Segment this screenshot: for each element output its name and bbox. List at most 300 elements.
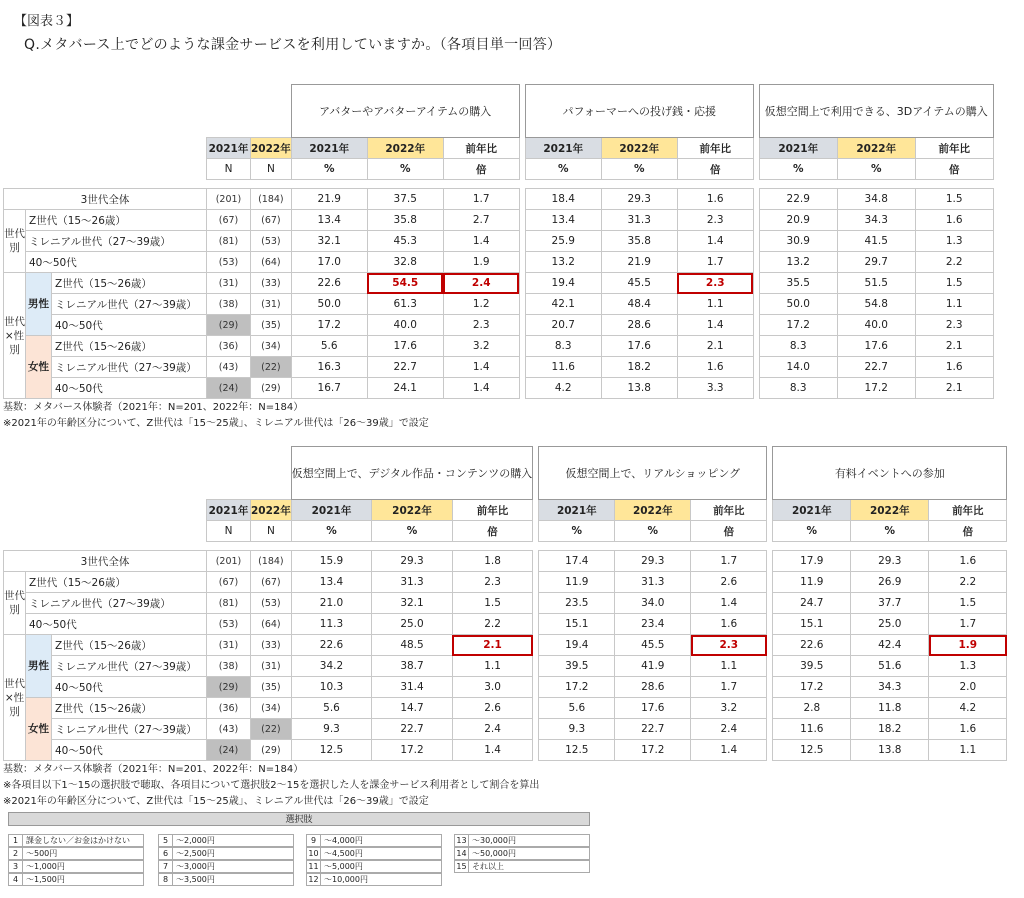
legend-item <box>8 873 144 886</box>
choices-legend <box>8 812 590 892</box>
value-cell: 1.4 <box>443 231 519 252</box>
legend-item <box>158 873 294 886</box>
year-2022-header: 2022年 <box>367 138 443 159</box>
year-2021-header: 2021年 <box>291 500 372 521</box>
value-cell: 1.9 <box>929 635 1007 656</box>
row-label: ミレニアル世代（27〜39歳） <box>52 656 207 677</box>
value-cell: 1.1 <box>915 294 993 315</box>
value-cell: 2.1 <box>915 378 993 399</box>
value-cell: 2.4 <box>452 719 533 740</box>
unit-n: N <box>251 159 292 180</box>
row-label: Z世代（15〜26歳） <box>52 698 207 719</box>
legend-number: 10 <box>306 847 320 860</box>
value-cell: 2.1 <box>915 336 993 357</box>
ratio-header: 前年比 <box>929 500 1007 521</box>
value-cell: 41.5 <box>837 231 915 252</box>
unit-times: 倍 <box>677 159 753 180</box>
legend-label: 〜5,000円 <box>320 860 442 873</box>
value-cell: 42.1 <box>525 294 601 315</box>
row-label: 40〜50代 <box>52 315 207 336</box>
value-cell: 2.3 <box>915 315 993 336</box>
n-2021: (29) <box>207 677 251 698</box>
value-cell: 17.6 <box>367 336 443 357</box>
value-cell: 1.6 <box>929 551 1007 572</box>
legend-number: 14 <box>454 847 468 860</box>
value-cell: 3.2 <box>443 336 519 357</box>
n-2022: (22) <box>251 719 292 740</box>
legend-number: 4 <box>8 873 22 886</box>
value-cell: 2.2 <box>915 252 993 273</box>
row-label: ミレニアル世代（27〜39歳） <box>26 231 207 252</box>
value-cell: 40.0 <box>367 315 443 336</box>
n-2021: (67) <box>207 210 251 231</box>
item-title: 仮想空間上で、リアルショッピング <box>539 447 767 500</box>
legend-item <box>306 873 442 886</box>
value-cell: 22.7 <box>837 357 915 378</box>
value-cell: 14.7 <box>372 698 453 719</box>
n-2022: (64) <box>251 252 292 273</box>
year-2022-header: 2022年 <box>372 500 453 521</box>
legend-title: 選択肢 <box>8 812 590 826</box>
n-2022: (184) <box>251 189 292 210</box>
n-2022: (34) <box>251 698 292 719</box>
n-2021: (81) <box>207 231 251 252</box>
n-2022: (29) <box>251 378 292 399</box>
value-cell: 16.3 <box>291 357 367 378</box>
n-2021: (36) <box>207 698 251 719</box>
value-cell: 32.1 <box>291 231 367 252</box>
value-cell: 3.2 <box>691 698 767 719</box>
n-2022: (22) <box>251 357 292 378</box>
value-cell: 1.5 <box>452 593 533 614</box>
value-cell: 34.0 <box>615 593 691 614</box>
value-cell: 37.7 <box>851 593 929 614</box>
value-cell: 48.5 <box>372 635 453 656</box>
legend-label: 〜500円 <box>22 847 144 860</box>
unit-pct: % <box>615 521 691 542</box>
n-2022: (34) <box>251 336 292 357</box>
legend-label: それ以上 <box>468 860 590 873</box>
n-2022: (35) <box>251 315 292 336</box>
legend-column <box>158 834 294 886</box>
value-cell: 17.2 <box>372 740 453 761</box>
n-2022: (53) <box>251 593 292 614</box>
value-cell: 2.1 <box>677 336 753 357</box>
value-cell: 1.4 <box>691 593 767 614</box>
value-cell: 34.2 <box>291 656 372 677</box>
row-label: ミレニアル世代（27〜39歳） <box>52 294 207 315</box>
legend-column <box>8 834 144 886</box>
value-cell: 17.2 <box>759 315 837 336</box>
value-cell: 2.6 <box>452 698 533 719</box>
value-cell: 45.5 <box>615 635 691 656</box>
value-cell: 31.4 <box>372 677 453 698</box>
item-title: パフォーマーへの投げ銭・応援 <box>525 85 753 138</box>
value-cell: 1.6 <box>691 614 767 635</box>
value-cell: 3.3 <box>677 378 753 399</box>
value-cell: 23.4 <box>615 614 691 635</box>
legend-item <box>454 834 590 847</box>
value-cell: 1.8 <box>452 551 533 572</box>
value-cell: 1.7 <box>443 189 519 210</box>
value-cell: 21.9 <box>601 252 677 273</box>
row-label: 3世代全体 <box>4 189 207 210</box>
value-cell: 17.6 <box>837 336 915 357</box>
legend-number: 7 <box>158 860 172 873</box>
value-cell: 51.5 <box>837 273 915 294</box>
value-cell: 22.7 <box>615 719 691 740</box>
n-2021: (53) <box>207 614 251 635</box>
table-row <box>4 189 994 210</box>
legend-number: 5 <box>158 834 172 847</box>
value-cell: 1.5 <box>915 189 993 210</box>
table-row <box>4 740 1007 761</box>
ratio-header: 前年比 <box>691 500 767 521</box>
unit-times: 倍 <box>691 521 767 542</box>
legend-number: 8 <box>158 873 172 886</box>
value-cell: 2.1 <box>452 635 533 656</box>
row-label: 40〜50代 <box>26 614 207 635</box>
value-cell: 8.3 <box>525 336 601 357</box>
value-cell: 1.1 <box>691 656 767 677</box>
value-cell: 1.6 <box>677 189 753 210</box>
value-cell: 9.3 <box>291 719 372 740</box>
value-cell: 1.6 <box>915 210 993 231</box>
value-cell: 23.5 <box>539 593 615 614</box>
n-2021: (43) <box>207 719 251 740</box>
footnote: 基数：メタバース体験者（2021年：N=201、2022年：N=184） <box>3 402 304 413</box>
legend-label: 〜3,000円 <box>172 860 294 873</box>
n-2021-header: 2021年 <box>207 138 251 159</box>
legend-column <box>306 834 442 886</box>
unit-times: 倍 <box>915 159 993 180</box>
value-cell: 13.4 <box>291 210 367 231</box>
group-by-generation: 世代別 <box>4 572 26 635</box>
value-cell: 48.4 <box>601 294 677 315</box>
value-cell: 32.1 <box>372 593 453 614</box>
value-cell: 25.0 <box>372 614 453 635</box>
value-cell: 1.4 <box>443 357 519 378</box>
n-2021: (31) <box>207 273 251 294</box>
legend-item <box>8 847 144 860</box>
legend-label: 〜2,000円 <box>172 834 294 847</box>
question-text: Q.メタバース上でどのような課金サービスを利用していますか。（各項目単一回答） <box>24 37 562 53</box>
table-row <box>4 231 994 252</box>
value-cell: 11.6 <box>525 357 601 378</box>
value-cell: 9.3 <box>539 719 615 740</box>
value-cell: 1.7 <box>691 677 767 698</box>
value-cell: 11.3 <box>291 614 372 635</box>
footnote: ※2021年の年齢区分について、Z世代は「15〜25歳」、ミレニアル世代は「26〜39歳」で設定 <box>3 796 429 807</box>
value-cell: 1.1 <box>677 294 753 315</box>
value-cell: 22.6 <box>291 635 372 656</box>
n-2022: (53) <box>251 231 292 252</box>
legend-item <box>158 860 294 873</box>
unit-times: 倍 <box>929 521 1007 542</box>
row-label: 40〜50代 <box>52 677 207 698</box>
value-cell: 17.2 <box>615 740 691 761</box>
value-cell: 37.5 <box>367 189 443 210</box>
value-cell: 1.4 <box>677 315 753 336</box>
n-2022: (33) <box>251 273 292 294</box>
n-2021-header: 2021年 <box>207 500 251 521</box>
value-cell: 41.9 <box>615 656 691 677</box>
value-cell: 25.0 <box>851 614 929 635</box>
table-row <box>4 614 1007 635</box>
value-cell: 1.2 <box>443 294 519 315</box>
value-cell: 42.4 <box>851 635 929 656</box>
year-2021-header: 2021年 <box>539 500 615 521</box>
row-label: 3世代全体 <box>4 551 207 572</box>
value-cell: 17.2 <box>539 677 615 698</box>
group-male: 男性 <box>26 635 52 698</box>
value-cell: 1.3 <box>929 656 1007 677</box>
table-row <box>4 210 994 231</box>
item-title: 有料イベントへの参加 <box>773 447 1007 500</box>
unit-pct: % <box>525 159 601 180</box>
unit-pct: % <box>291 521 372 542</box>
value-cell: 17.0 <box>291 252 367 273</box>
row-label: ミレニアル世代（27〜39歳） <box>52 719 207 740</box>
legend-label: 〜50,000円 <box>468 847 590 860</box>
row-label: ミレニアル世代（27〜39歳） <box>52 357 207 378</box>
value-cell: 13.4 <box>291 572 372 593</box>
table-row <box>4 378 994 399</box>
item-title: 仮想空間上で、デジタル作品・コンテンツの購入 <box>291 447 533 500</box>
value-cell: 1.4 <box>691 740 767 761</box>
table-row <box>4 656 1007 677</box>
value-cell: 2.2 <box>929 572 1007 593</box>
value-cell: 22.7 <box>372 719 453 740</box>
value-cell: 15.1 <box>773 614 851 635</box>
value-cell: 30.9 <box>759 231 837 252</box>
legend-label: 〜3,500円 <box>172 873 294 886</box>
value-cell: 54.8 <box>837 294 915 315</box>
legend-label: 〜10,000円 <box>320 873 442 886</box>
year-2021-header: 2021年 <box>525 138 601 159</box>
value-cell: 2.3 <box>443 315 519 336</box>
footnote: 基数：メタバース体験者（2021年：N=201、2022年：N=184） <box>3 764 304 775</box>
n-2022: (64) <box>251 614 292 635</box>
value-cell: 13.2 <box>525 252 601 273</box>
n-2021: (24) <box>207 740 251 761</box>
value-cell: 1.6 <box>915 357 993 378</box>
value-cell: 22.7 <box>367 357 443 378</box>
n-2022-header: 2022年 <box>251 500 292 521</box>
value-cell: 21.9 <box>291 189 367 210</box>
value-cell: 19.4 <box>539 635 615 656</box>
table-row <box>4 294 994 315</box>
legend-label: 〜1,500円 <box>22 873 144 886</box>
value-cell: 50.0 <box>759 294 837 315</box>
value-cell: 31.3 <box>601 210 677 231</box>
n-2021: (38) <box>207 656 251 677</box>
year-2021-header: 2021年 <box>291 138 367 159</box>
value-cell: 18.4 <box>525 189 601 210</box>
value-cell: 31.3 <box>372 572 453 593</box>
value-cell: 20.7 <box>525 315 601 336</box>
unit-pct: % <box>601 159 677 180</box>
table-row <box>4 698 1007 719</box>
value-cell: 11.6 <box>773 719 851 740</box>
value-cell: 34.8 <box>837 189 915 210</box>
value-cell: 17.6 <box>615 698 691 719</box>
legend-number: 11 <box>306 860 320 873</box>
value-cell: 11.8 <box>851 698 929 719</box>
value-cell: 16.7 <box>291 378 367 399</box>
value-cell: 31.3 <box>615 572 691 593</box>
value-cell: 24.7 <box>773 593 851 614</box>
n-2022: (67) <box>251 210 292 231</box>
n-2022: (29) <box>251 740 292 761</box>
ratio-header: 前年比 <box>915 138 993 159</box>
unit-pct: % <box>773 521 851 542</box>
legend-number: 1 <box>8 834 22 847</box>
value-cell: 15.1 <box>539 614 615 635</box>
value-cell: 22.6 <box>291 273 367 294</box>
legend-item <box>306 847 442 860</box>
value-cell: 8.3 <box>759 378 837 399</box>
row-label: Z世代（15〜26歳） <box>52 336 207 357</box>
value-cell: 12.5 <box>291 740 372 761</box>
value-cell: 24.1 <box>367 378 443 399</box>
legend-item <box>454 847 590 860</box>
value-cell: 1.1 <box>452 656 533 677</box>
value-cell: 1.5 <box>915 273 993 294</box>
value-cell: 2.8 <box>773 698 851 719</box>
value-cell: 1.5 <box>929 593 1007 614</box>
value-cell: 2.3 <box>452 572 533 593</box>
value-cell: 18.2 <box>851 719 929 740</box>
value-cell: 13.8 <box>601 378 677 399</box>
row-label: 40〜50代 <box>52 740 207 761</box>
legend-item <box>158 834 294 847</box>
group-by-generation-sex: 世代×性別 <box>4 635 26 761</box>
data-table-2 <box>3 446 1007 761</box>
n-2021: (31) <box>207 635 251 656</box>
ratio-header: 前年比 <box>677 138 753 159</box>
data-table-1 <box>3 84 994 399</box>
value-cell: 3.0 <box>452 677 533 698</box>
value-cell: 12.5 <box>539 740 615 761</box>
legend-number: 2 <box>8 847 22 860</box>
value-cell: 20.9 <box>759 210 837 231</box>
table-row <box>4 252 994 273</box>
value-cell: 35.5 <box>759 273 837 294</box>
value-cell: 5.6 <box>539 698 615 719</box>
year-2022-header: 2022年 <box>851 500 929 521</box>
table-row <box>4 572 1007 593</box>
value-cell: 28.6 <box>601 315 677 336</box>
n-2021: (36) <box>207 336 251 357</box>
legend-number: 6 <box>158 847 172 860</box>
legend-column <box>454 834 590 873</box>
year-2022-header: 2022年 <box>615 500 691 521</box>
legend-item <box>8 834 144 847</box>
n-2022-header: 2022年 <box>251 138 292 159</box>
value-cell: 61.3 <box>367 294 443 315</box>
unit-n: N <box>207 521 251 542</box>
value-cell: 17.2 <box>291 315 367 336</box>
table-row <box>4 273 994 294</box>
legend-number: 12 <box>306 873 320 886</box>
value-cell: 17.9 <box>773 551 851 572</box>
legend-label: 〜30,000円 <box>468 834 590 847</box>
value-cell: 17.2 <box>837 378 915 399</box>
legend-number: 13 <box>454 834 468 847</box>
value-cell: 2.4 <box>691 719 767 740</box>
unit-pct: % <box>372 521 453 542</box>
unit-n: N <box>207 159 251 180</box>
figure-title: 【図表３】 <box>14 14 80 29</box>
row-label: 40〜50代 <box>26 252 207 273</box>
n-2021: (38) <box>207 294 251 315</box>
unit-pct: % <box>851 521 929 542</box>
year-2021-header: 2021年 <box>759 138 837 159</box>
item-title: アバターやアバターアイテムの購入 <box>291 85 519 138</box>
legend-item <box>158 847 294 860</box>
value-cell: 18.2 <box>601 357 677 378</box>
n-2021: (29) <box>207 315 251 336</box>
row-label: ミレニアル世代（27〜39歳） <box>26 593 207 614</box>
value-cell: 21.0 <box>291 593 372 614</box>
legend-item <box>8 860 144 873</box>
value-cell: 45.5 <box>601 273 677 294</box>
year-2021-header: 2021年 <box>773 500 851 521</box>
n-2021: (24) <box>207 378 251 399</box>
unit-pct: % <box>367 159 443 180</box>
value-cell: 29.3 <box>615 551 691 572</box>
legend-label: 〜4,500円 <box>320 847 442 860</box>
value-cell: 17.4 <box>539 551 615 572</box>
value-cell: 45.3 <box>367 231 443 252</box>
row-label: Z世代（15〜26歳） <box>52 635 207 656</box>
n-2021: (53) <box>207 252 251 273</box>
value-cell: 1.3 <box>915 231 993 252</box>
row-label: Z世代（15〜26歳） <box>52 273 207 294</box>
table-row <box>4 677 1007 698</box>
value-cell: 13.8 <box>851 740 929 761</box>
table-row <box>4 315 994 336</box>
legend-number: 3 <box>8 860 22 873</box>
unit-times: 倍 <box>443 159 519 180</box>
value-cell: 2.3 <box>677 210 753 231</box>
n-2022: (35) <box>251 677 292 698</box>
value-cell: 1.7 <box>691 551 767 572</box>
value-cell: 1.4 <box>443 378 519 399</box>
value-cell: 1.6 <box>929 719 1007 740</box>
value-cell: 4.2 <box>525 378 601 399</box>
table-row <box>4 551 1007 572</box>
legend-label: 〜1,000円 <box>22 860 144 873</box>
value-cell: 8.3 <box>759 336 837 357</box>
value-cell: 5.6 <box>291 698 372 719</box>
value-cell: 15.9 <box>291 551 372 572</box>
footnote: ※各項目以下1〜15の選択肢で聴取、各項目について選択肢2〜15を選択した人を課金サービス利用者として割合を算出 <box>3 780 540 791</box>
n-2021: (67) <box>207 572 251 593</box>
value-cell: 2.2 <box>452 614 533 635</box>
value-cell: 13.2 <box>759 252 837 273</box>
value-cell: 32.8 <box>367 252 443 273</box>
value-cell: 13.4 <box>525 210 601 231</box>
unit-pct: % <box>837 159 915 180</box>
value-cell: 2.0 <box>929 677 1007 698</box>
value-cell: 35.8 <box>601 231 677 252</box>
value-cell: 38.7 <box>372 656 453 677</box>
year-2022-header: 2022年 <box>837 138 915 159</box>
value-cell: 22.6 <box>773 635 851 656</box>
value-cell: 40.0 <box>837 315 915 336</box>
